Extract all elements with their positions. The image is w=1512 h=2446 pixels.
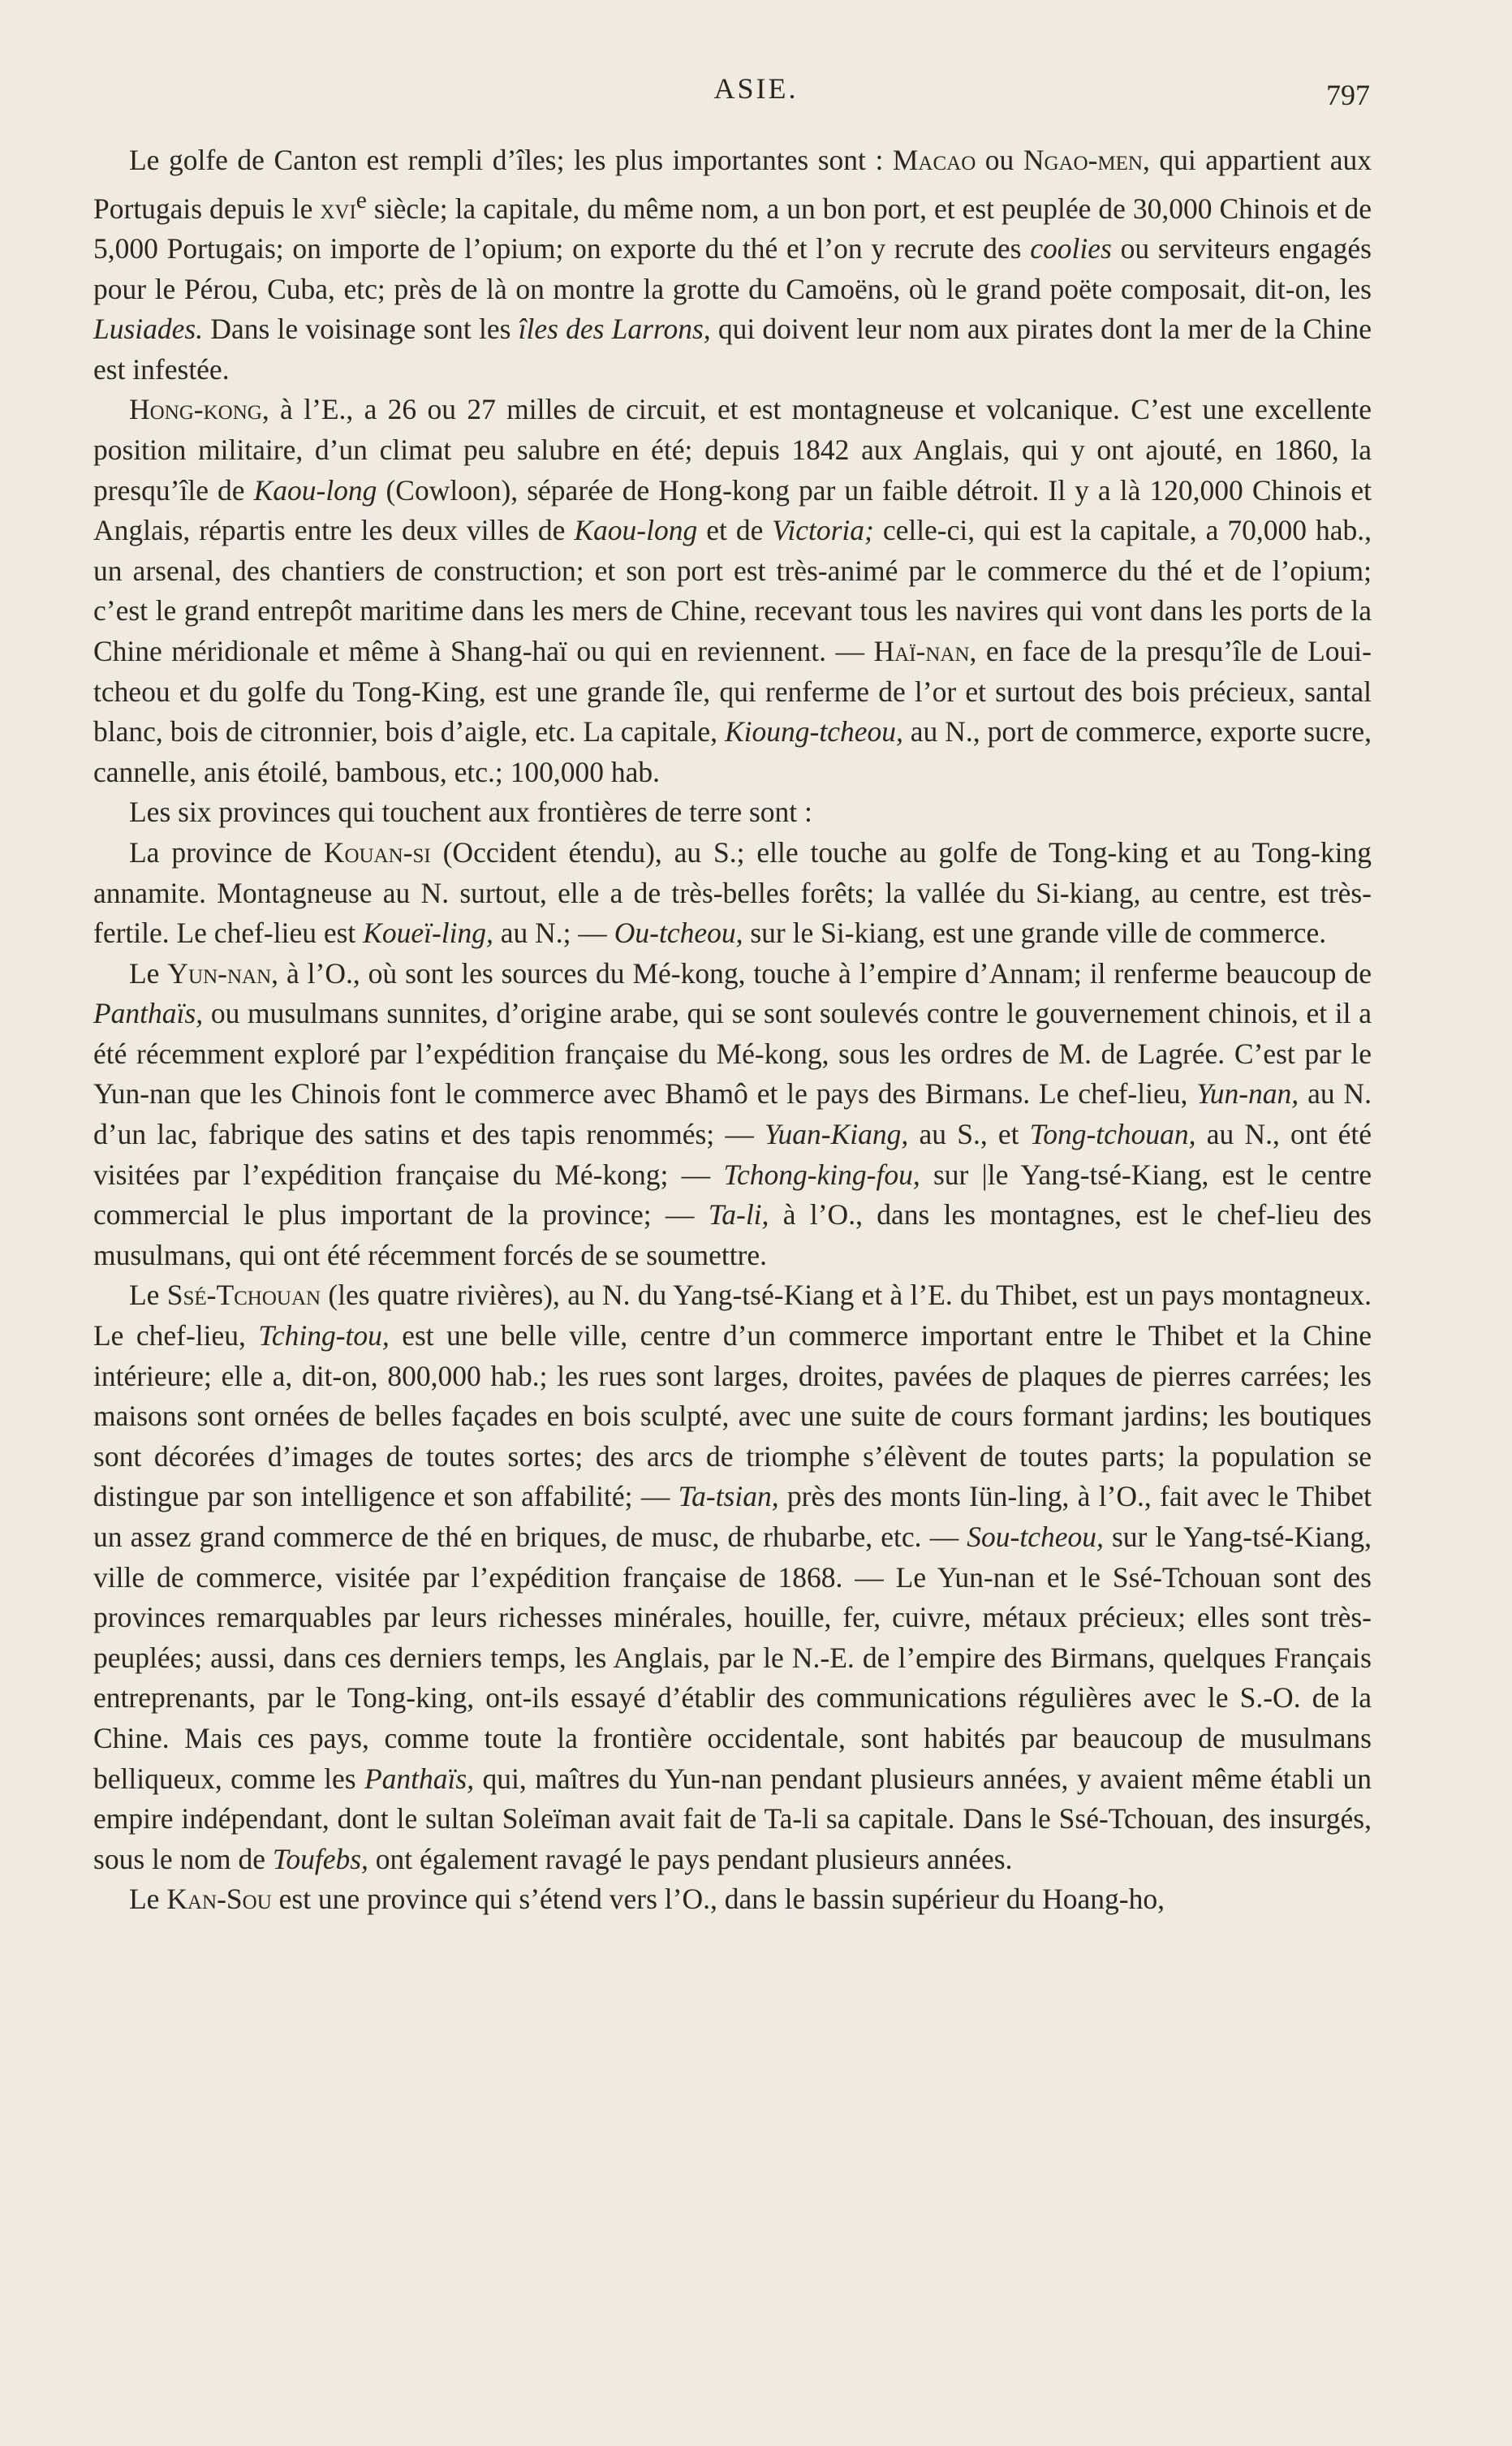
text-run: , à l’E., a 26 ou 27 milles de circuit, et est montagneuse et volcanique. C’est une excellente position militaire, d’un climat peu salubre en été; depuis 1842 aux Anglais, qui y ont ajouté, en 1860, la presqu’île de [93, 393, 1372, 507]
text-run: celle-ci, qui est la capitale, a 70,000 hab., un arsenal, des chantiers de construction; et son port est très-animé par le commerce du thé et de l’opium; c’est le grand entrepôt maritime dans les mers de Chine, recevant tous les navires qui vont dans les ports de la Chine méridionale et même à Shang-haï ou qui en reviennent. — [93, 514, 1372, 667]
place-name: Ssé-Tchouan [166, 1279, 321, 1312]
place-name: Haï-nan [873, 634, 970, 667]
italic-term: Ta-tsian, [678, 1480, 779, 1513]
text-run: , à l’O., où sont les sources du Mé-kong, touche à l’empire d’Annam; il renferme beaucoup de [271, 956, 1372, 990]
text-run: sur le Yang-tsé-Kiang, ville de commerce, visitée par l’expédition française de 1868. — Le Yun-nan et le Ssé-Tchouan sont des provinces remarquables par leurs richesses minérales, houille, fer, cuivre, métaux précieux; elles sont très-peuplées; aussi, dans ces derniers temps, les Anglais, par le N.-E. de l’empire des Birmans, quelques Français entreprenants, par le Tong-king, ont-ils essayé d’établir des communications régulières avec le S.-O. de la Chine. Mais ces pays, comme toute la frontière occidentale, sont habités par beaucoup de musulmans belliqueux, comme les [93, 1521, 1372, 1795]
text-run: (Cowloon), séparée de Hong-kong par un faible détroit. Il y a là 120,000 Chinois et Anglais, répartis entre les deux villes de [93, 473, 1372, 547]
text-run: près des monts Iün-ling, à l’O., fait avec le Thibet un assez grand commerce de thé en briques, de musc, de rhubarbe, etc. — [93, 1480, 1372, 1554]
italic-term: Victoria; [772, 514, 874, 547]
text-run: , qui appartient aux Portugais depuis le [93, 144, 1372, 225]
text-run: (les quatre rivières), au N. du Yang-tsé-Kiang et à l’E. du Thibet, est un pays montagneux. Le chef-lieu, [93, 1279, 1372, 1352]
place-name: Macao [892, 144, 976, 176]
text-run: Le [129, 1883, 167, 1916]
text-run: (Occident étendu), au S.; elle touche au golfe de Tong-king et au Tong-king annamite. Montagneuse au N. surtout, elle a de très-belles forêts; la vallée du Si-kiang, au centre, est très-fertile. Le chef-lieu est [93, 835, 1372, 950]
italic-term: Tching-tou, [258, 1319, 390, 1352]
paragraph [93, 140, 1372, 390]
paragraph [93, 833, 1372, 954]
text-run: qui, maîtres du Yun-nan pendant plusieurs années, y avaient même établi un empire indépendant, dont le sultan Soleïman avait fait de Ta-li sa capitale. Dans le Ssé-Tchouan, des insurgés, sous le nom de [93, 1762, 1372, 1875]
italic-term: Tong-tchouan, [1029, 1118, 1196, 1151]
italic-term: Sou-tcheou, [967, 1521, 1104, 1554]
italic-term: Yun-nan, [1196, 1077, 1299, 1111]
place-name: Kan-Sou [166, 1883, 272, 1916]
page-number: 797 [1326, 79, 1370, 111]
place-name: Hong-kong [129, 393, 262, 426]
place-name: Kouan-si [323, 835, 431, 869]
body-text [93, 140, 1372, 1920]
italic-term: Tchong-king-fou, [723, 1158, 920, 1191]
text-run: Le [129, 956, 168, 990]
text-run: ou [976, 144, 1023, 176]
text-run: au N. d’un lac, fabrique des satins et des tapis renommés; — [93, 1077, 1372, 1151]
text-run: ou serviteurs engagés pour le Pérou, Cuba, etc; près de là on montre la grotte du Camoëns, où le grand poëte composait, dit-on, les [93, 232, 1372, 305]
place-name: xvi [320, 192, 356, 225]
italic-term: Ta-li, [708, 1198, 769, 1232]
text-run: e [355, 187, 367, 214]
text-run: et de [697, 514, 773, 547]
italic-term: Panthaïs, [93, 997, 204, 1030]
paragraph [93, 390, 1372, 792]
paragraph [93, 954, 1372, 1276]
place-name: Yun-nan [167, 956, 272, 990]
text-run: La province de [129, 835, 324, 869]
paragraph [93, 1879, 1372, 1920]
paragraph [93, 792, 1372, 833]
running-head: ASIE. [713, 72, 799, 105]
text-run: au S., et [908, 1118, 1030, 1151]
text-run: est une belle ville, centre d’un commerce important entre le Thibet et la Chine intérieure; elle a, dit-on, 800,000 hab.; les rues sont larges, droites, pavées de plaques de pierres carrées; les maisons sont ornées de belles façades en bois sculpté, avec une suite de cours formant jardins; les boutiques sont décorées d’images de toutes sortes; des arcs de triomphe s’élèvent de toutes parts; la population se distingue par son intelligence et son affabilité; — [93, 1319, 1372, 1513]
text-run: est une province qui s’étend vers l’O., dans le bassin supérieur du Hoang-ho, [271, 1883, 1165, 1916]
text-run: au N.; — [493, 917, 614, 950]
italic-term: Kaou-long [253, 473, 377, 507]
text-run: Les six provinces qui touchent aux frontières de terre sont : [129, 796, 812, 829]
italic-term: Kioung-tcheou, [724, 715, 903, 748]
italic-term: Lusiades. [93, 313, 204, 346]
text-run: Dans le voisinage sont les [203, 313, 519, 346]
italic-term: Kaou-long [574, 514, 698, 547]
italic-term: Toufebs, [272, 1842, 368, 1875]
italic-term: Yuan-Kiang, [765, 1118, 909, 1151]
italic-term: Ou-tcheou, [614, 917, 743, 950]
text-run: à l’O., dans les montagnes, est le chef-lieu des musulmans, qui ont été récemment forcés de se soumettre. [93, 1198, 1372, 1271]
text-run: sur le Si-kiang, est une grande ville de commerce. [743, 917, 1327, 950]
text-run: ont également ravagé le pays pendant plusieurs années. [368, 1842, 1013, 1875]
paragraph [93, 1275, 1372, 1879]
text-run: qui doivent leur nom aux pirates dont la mer de la Chine est infestée. [93, 313, 1372, 386]
text-run: au N., port de commerce, exporte sucre, cannelle, anis étoilé, bambous, etc.; 100,000 hab. [93, 715, 1372, 788]
text-run: au N., ont été visitées par l’expédition française du Mé-kong; — [93, 1118, 1372, 1191]
italic-term: coolies [1030, 232, 1112, 265]
text-run: siècle; la capitale, du même nom, a un bon port, et est peuplée de 30,000 Chinois et de 5,000 Portugais; on importe de l’opium; on exporte du thé et l’on y recrute des [93, 192, 1372, 265]
italic-term: îles des Larrons, [518, 313, 711, 346]
text-run: , en face de la presqu’île de Loui-tcheou et du golfe du Tong-King, est une grande île, qui renferme de l’or et surtout des bois précieux, santal blanc, bois de citronnier, bois d’aigle, etc. La capitale, [93, 634, 1372, 748]
italic-term: Koueï-ling, [363, 917, 493, 950]
text-run: ou musulmans sunnites, d’origine arabe, qui se sont soulevés contre le gouvernement chinois, et il a été récemment exploré par l’expédition française du Mé-kong, sous les ordres de M. de Lagrée. C’est par le Yun-nan que les Chinois font le commerce avec Bhamô et le pays des Birmans. Le chef-lieu, [93, 997, 1372, 1111]
italic-term: Panthaïs, [364, 1762, 475, 1795]
text-run: Le [129, 1279, 167, 1312]
text-run: sur |le Yang-tsé-Kiang, est le centre commercial le plus important de la province; — [93, 1158, 1372, 1232]
place-name: Ngao-men [1023, 144, 1143, 176]
text-run: Le golfe de Canton est rempli d’îles; les plus importantes sont : [129, 144, 893, 176]
